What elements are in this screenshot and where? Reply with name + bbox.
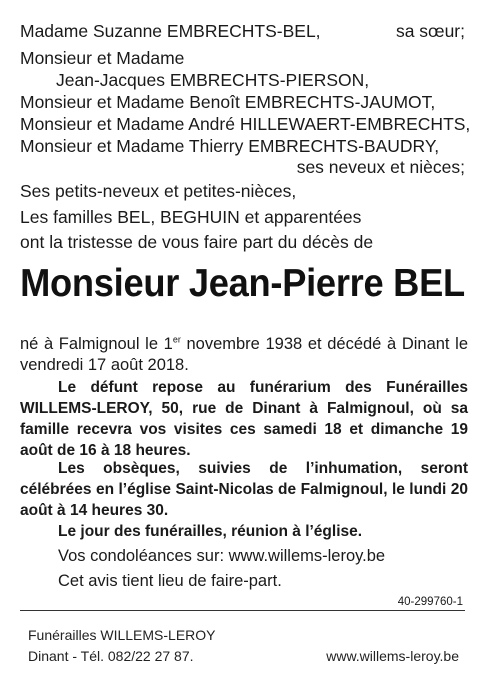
condolences-line: Vos condoléances sur: www.willems-leroy.be [58,547,386,565]
viewing-paragraph: Le défunt repose au funérarium des Funérailles WILLEMS-LEROY, 50, rue de Dinant à Falmignoul, où sa famille recevra vos visites ces samedi 18 et dimanche 19 août de 16 à 18 heures. [20,379,468,459]
birth-text-1: né à Falmignoul le 1 [20,335,173,353]
family-line-9: Les familles BEL, BEGHUIN et apparentées [20,207,362,227]
relation-sister: sa sœur; [395,21,465,41]
footer-company: Funérailles WILLEMS-LEROY [28,627,216,643]
notice-line: Cet avis tient lieu de faire-part. [58,572,282,590]
family-line-2: Monsieur et Madame [20,48,185,68]
relation-nephews: ses neveux et nièces; [296,157,465,177]
family-line-sister: Madame Suzanne EMBRECHTS-BEL, [20,21,321,41]
family-line-8: Ses petits-neveux et petites-nièces, [20,181,297,201]
footer-phone: Dinant - Tél. 082/22 27 87. [28,648,194,664]
birth-death-paragraph [20,334,468,376]
birth-ordinal: er [172,334,181,345]
deceased-name: Monsieur Jean-Pierre BEL [20,262,465,305]
divider [20,610,465,611]
announcement-line: ont la tristesse de vous faire part du décès de [20,232,374,252]
gathering-paragraph: Le jour des funérailles, réunion à l’église. [58,523,363,540]
birth-text-2: novembre 1938 et décédé à Dinant le vendredi 17 août 2018. [20,335,468,374]
family-line-6: Monsieur et Madame Thierry EMBRECHTS-BAUDRY, [20,136,440,156]
footer-website: www.willems-leroy.be [326,648,459,664]
family-line-5: Monsieur et Madame André HILLEWAERT-EMBRECHTS, [20,114,471,134]
funeral-paragraph: Les obsèques, suivies de l’inhumation, seront célébrées en l’église Saint-Nicolas de Falmignoul, le lundi 20 août à 14 heures 30. [20,460,468,519]
reference-number: 40-299760-1 [397,596,463,608]
family-line-3: Jean-Jacques EMBRECHTS-PIERSON, [56,70,370,90]
family-line-4: Monsieur et Madame Benoît EMBRECHTS-JAUMOT, [20,92,436,112]
